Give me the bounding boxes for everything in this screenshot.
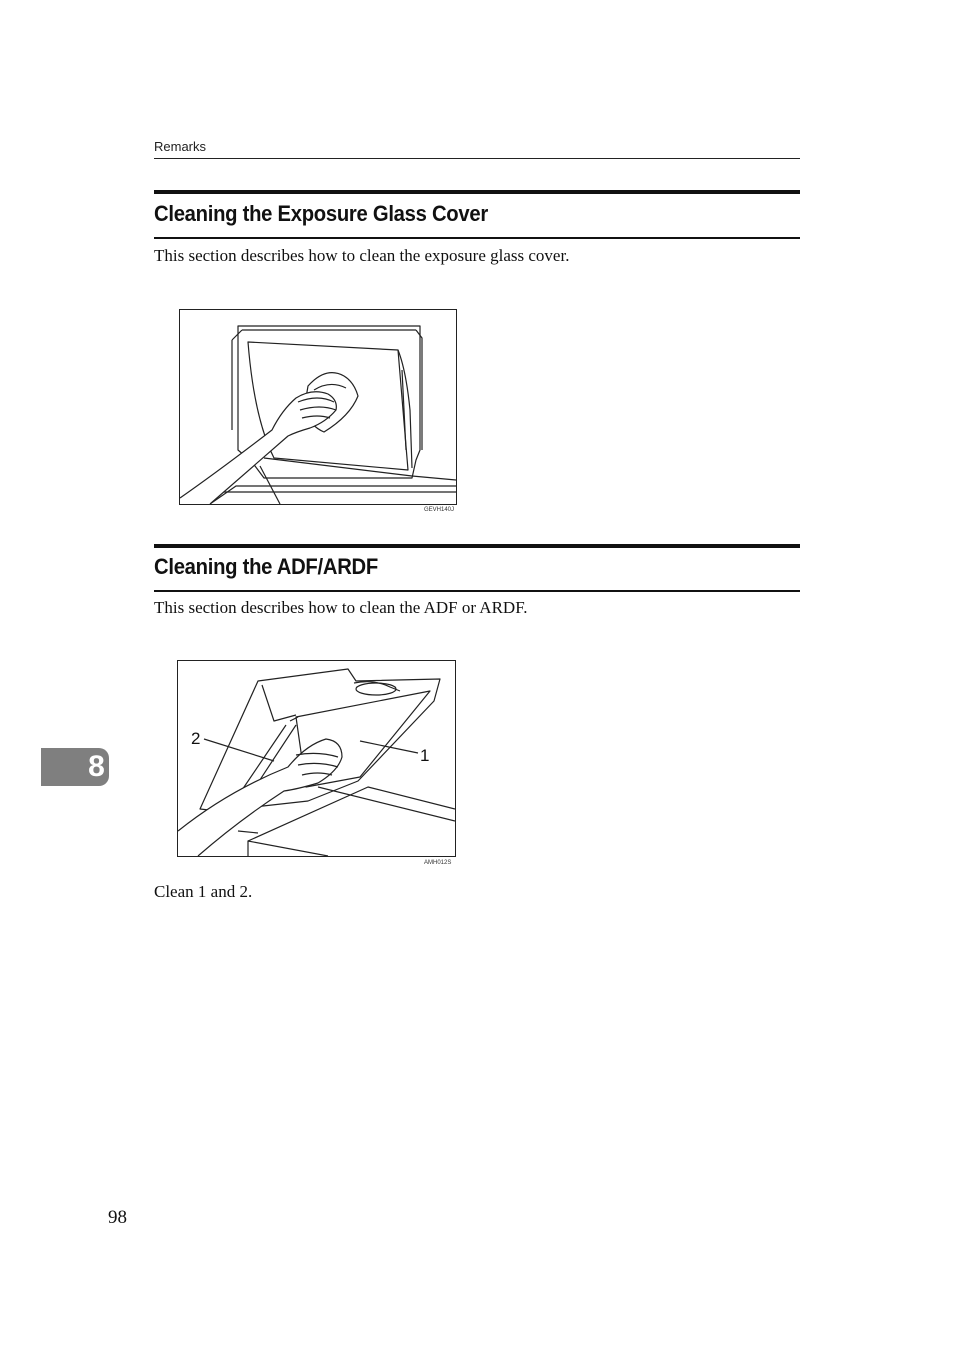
section-top-rule	[154, 190, 800, 194]
exposure-glass-cover-illustration	[179, 309, 457, 505]
figure-caption: Clean 1 and 2.	[154, 882, 253, 901]
callout-2: 2	[191, 729, 201, 748]
callout-1: 1	[420, 746, 430, 765]
figure-code: AMH012S	[424, 860, 452, 866]
header-rule	[154, 158, 800, 159]
section-bottom-rule	[154, 590, 800, 592]
adf-ardf-illustration	[177, 660, 456, 857]
running-header: Remarks	[154, 139, 207, 154]
section-description: This section describes how to clean the exposure glass cover.	[154, 246, 570, 265]
page-number: 98	[108, 1207, 127, 1228]
chapter-number: 8	[88, 750, 105, 783]
section-bottom-rule	[154, 237, 800, 239]
section-title-adf-ardf: Cleaning the ADF/ARDF	[154, 554, 378, 579]
section-title-exposure-glass-cover: Cleaning the Exposure Glass Cover	[154, 201, 488, 226]
section-top-rule	[154, 544, 800, 548]
figure-code: GEVH140J	[424, 507, 455, 513]
section-description: This section describes how to clean the ADF or ARDF.	[154, 598, 528, 617]
